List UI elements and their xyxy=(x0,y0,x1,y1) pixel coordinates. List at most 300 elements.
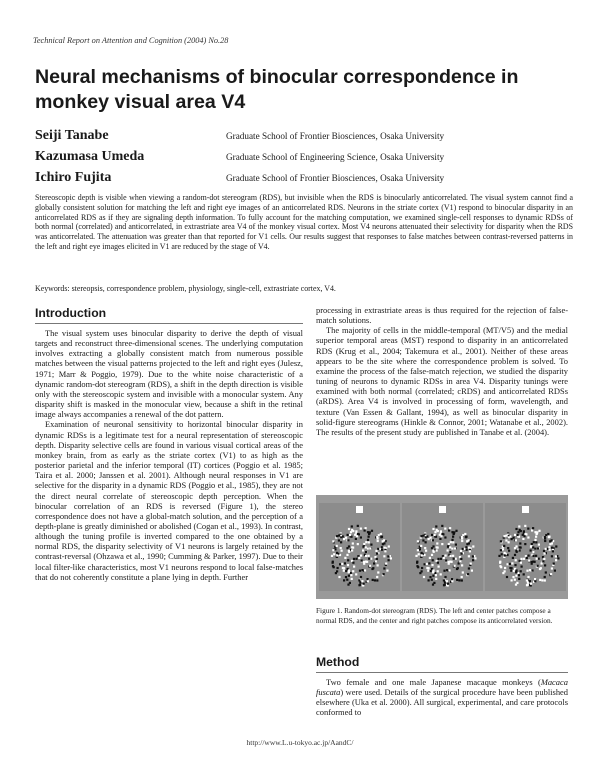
rds-dot xyxy=(430,570,432,572)
rds-dot xyxy=(523,573,525,575)
rds-dot xyxy=(550,573,552,575)
rds-dot xyxy=(530,546,532,548)
rds-dot xyxy=(353,558,355,560)
rds-dot xyxy=(370,544,372,546)
rds-dot xyxy=(466,549,468,551)
rds-dot xyxy=(440,573,442,575)
rds-dot xyxy=(421,552,423,554)
rds-dot xyxy=(542,560,544,562)
rds-dot xyxy=(348,528,350,530)
rds-dot xyxy=(530,583,532,585)
rds-dot xyxy=(461,564,463,566)
rds-dot xyxy=(504,567,506,569)
rds-dot xyxy=(508,550,510,552)
rds-dot xyxy=(373,562,375,564)
rds-dot xyxy=(376,579,378,581)
rds-dot xyxy=(383,573,385,575)
rds-dot xyxy=(536,558,538,560)
rds-dot xyxy=(369,547,371,549)
rds-dot xyxy=(461,553,463,555)
rds-dot xyxy=(531,543,533,545)
rds-dot xyxy=(517,534,519,536)
rds-dot xyxy=(431,564,433,566)
rds-dot xyxy=(472,559,474,561)
rds-dot xyxy=(346,579,348,581)
right-column xyxy=(316,305,568,437)
rds-dot xyxy=(460,550,462,552)
rds-dot xyxy=(332,549,334,551)
rds-dot xyxy=(499,562,501,564)
rds-dot xyxy=(498,555,500,557)
rds-dot xyxy=(356,535,358,537)
rds-dot xyxy=(361,580,363,582)
rds-dot xyxy=(533,541,535,543)
rds-dot xyxy=(342,567,344,569)
rds-dot xyxy=(449,527,451,529)
rds-dot xyxy=(545,534,547,536)
rds-dot xyxy=(345,537,347,539)
rds-dot xyxy=(383,567,385,569)
author-affiliation: Graduate School of Frontier Biosciences, Osaka University xyxy=(226,131,445,141)
rds-dot xyxy=(520,562,522,564)
rds-dot xyxy=(472,545,474,547)
rds-dot xyxy=(521,566,523,568)
rds-dot xyxy=(522,538,524,540)
rds-dot xyxy=(435,578,437,580)
rds-dot xyxy=(358,557,360,559)
rds-dot xyxy=(534,548,536,550)
rds-dot xyxy=(377,548,379,550)
method-text: ) were used. Details of the surgical procedure have been published elsewhere (Uka et al. 2000). All surgical, experimental, and care protocols conformed to xyxy=(316,687,568,718)
rds-dot xyxy=(372,579,374,581)
rds-dot xyxy=(380,533,382,535)
rds-dot xyxy=(434,534,436,536)
rds-dot xyxy=(454,547,456,549)
rds-dot xyxy=(367,539,369,541)
journal-line: Technical Report on Attention and Cognition (2004) No.28 xyxy=(33,36,229,45)
rds-dot xyxy=(380,536,382,538)
fixation-marker xyxy=(439,506,446,513)
rds-dot xyxy=(468,567,470,569)
rds-dot xyxy=(333,553,335,555)
rds-dot xyxy=(377,571,379,573)
rds-dot xyxy=(383,555,385,557)
rds-dot xyxy=(503,545,505,547)
rds-dot xyxy=(357,533,359,535)
rds-dot xyxy=(364,569,366,571)
rds-dot xyxy=(451,539,453,541)
rds-dot xyxy=(420,545,422,547)
rds-dot xyxy=(451,578,453,580)
rds-dot xyxy=(507,547,509,549)
rds-dot xyxy=(465,546,467,548)
rds-dot xyxy=(445,555,447,557)
rds-dot xyxy=(370,558,372,560)
rds-dot xyxy=(518,578,520,580)
rds-dot xyxy=(461,579,463,581)
rds-dot xyxy=(352,542,354,544)
rds-dot xyxy=(519,529,521,531)
rds-dot xyxy=(425,536,427,538)
rds-dot xyxy=(440,530,442,532)
rds-dot xyxy=(532,527,534,529)
rds-dot xyxy=(515,528,517,530)
rds-dot xyxy=(441,543,443,545)
rds-dot xyxy=(536,531,538,533)
species-name: Macaca fuscata xyxy=(316,677,568,698)
rds-dot xyxy=(368,558,370,560)
rds-dot xyxy=(351,578,353,580)
rds-dot xyxy=(368,555,370,557)
rds-dot xyxy=(535,541,537,543)
rds-dot xyxy=(432,550,434,552)
rds-dot xyxy=(350,531,352,533)
rds-dot xyxy=(513,570,515,572)
rds-dot xyxy=(468,547,470,549)
rds-dot xyxy=(548,536,550,538)
rds-dot xyxy=(454,565,456,567)
rds-dot xyxy=(526,570,528,572)
rds-dot xyxy=(452,541,454,543)
rds-dot xyxy=(545,548,547,550)
rds-dot xyxy=(555,555,557,557)
rds-dot xyxy=(345,570,347,572)
author-affiliation: Graduate School of Engineering Science, Osaka University xyxy=(226,152,445,162)
paper-title: Neural mechanisms of binocular correspondence in monkey visual area V4 xyxy=(35,66,519,113)
rds-dot xyxy=(554,570,556,572)
rds-dot xyxy=(428,579,430,581)
rds-dot xyxy=(335,572,337,574)
rds-dot xyxy=(429,576,431,578)
rds-dot xyxy=(383,542,385,544)
rds-dot xyxy=(341,550,343,552)
rds-left-patch xyxy=(319,503,400,591)
rds-dot xyxy=(359,581,361,583)
method-heading: Method xyxy=(316,655,360,669)
rds-dot xyxy=(456,579,458,581)
rds-dot xyxy=(544,564,546,566)
rds-dot xyxy=(534,580,536,582)
rds-dot xyxy=(365,541,367,543)
rds-dot xyxy=(551,547,553,549)
rds-dot xyxy=(517,531,519,533)
method-text: Two female and one male Japanese macaque monkeys ( xyxy=(326,677,541,687)
rds-dot xyxy=(512,557,514,559)
rds-dot xyxy=(503,535,505,537)
rds-dot xyxy=(364,529,366,531)
rds-dot xyxy=(349,582,351,584)
rds-dot xyxy=(468,539,470,541)
rds-dot xyxy=(514,564,516,566)
rds-dot xyxy=(518,574,520,576)
rds-dot xyxy=(431,579,433,581)
rds-dot xyxy=(376,553,378,555)
rds-dot xyxy=(361,560,363,562)
rds-dot xyxy=(512,576,514,578)
fixation-marker xyxy=(522,506,529,513)
rds-dot xyxy=(519,549,521,551)
figure-caption: Figure 1. Random-dot stereogram (RDS). The left and center patches compose a normal RDS, and the center and right patches compose its anticorrelated version. xyxy=(316,606,553,626)
method-paragraph xyxy=(316,677,568,718)
rds-dot xyxy=(367,548,369,550)
rds-dot xyxy=(383,539,385,541)
rds-dot xyxy=(369,565,371,567)
rds-dot xyxy=(532,546,534,548)
rds-dot xyxy=(544,536,546,538)
rds-dot xyxy=(507,563,509,565)
rds-dot xyxy=(355,538,357,540)
rds-dot xyxy=(447,546,449,548)
rds-dot xyxy=(458,579,460,581)
rds-dot xyxy=(509,567,511,569)
rds-dot xyxy=(432,545,434,547)
rds-dot xyxy=(425,550,427,552)
rds-dot xyxy=(547,533,549,535)
rds-dot xyxy=(352,562,354,564)
rds-dot xyxy=(455,530,457,532)
rds-dot xyxy=(426,563,428,565)
rds-dot xyxy=(424,563,426,565)
rds-dot xyxy=(539,579,541,581)
abstract: Stereoscopic depth is visible when viewing a random-dot stereogram (RDS), but invisible when the RDS is binocularly anticorrelated. The visual system cannot find a globally consistent solution for matching the left and right eye images of an anticorrelated RDS. Neurons in the striate cortex (V1) respond to binocular disparity in an anticorrelated RDS as if they are signaling depth information. To fully account for the matching computation, we examined single-cell responses to dynamic RDSs of both normal (correlated) and anticorrelated, in extrastriate area V4 of the monkey visual cortex. Most V4 neurons attenuated their selectivity for disparity when the RDS was anticorrelated. The attenuation was greater than that reported for V1 cells. Our results suggest that responses to false matches between contrast-reversed patterns in the left and right eye images elicited in V1 are reduced by the stage of V4. xyxy=(35,193,573,251)
rds-dot xyxy=(339,563,341,565)
rds-dot xyxy=(415,555,417,557)
rds-dot xyxy=(431,554,433,556)
rds-dot xyxy=(386,570,388,572)
rds-dot xyxy=(351,525,353,527)
rds-dot xyxy=(515,539,517,541)
rds-dot xyxy=(530,549,532,551)
figure-rds xyxy=(316,495,568,599)
rds-dot xyxy=(432,575,434,577)
rds-dot xyxy=(378,534,380,536)
rds-dot xyxy=(337,567,339,569)
rds-dot xyxy=(376,558,378,560)
rds-dot xyxy=(452,555,454,557)
rds-dot xyxy=(435,525,437,527)
rds-dot xyxy=(532,551,534,553)
rds-dot xyxy=(537,565,539,567)
rds-dot xyxy=(336,535,338,537)
rds-dot xyxy=(368,536,370,538)
rds-dot xyxy=(376,576,378,578)
rds-dot xyxy=(343,538,345,540)
rds-dot xyxy=(359,570,361,572)
rds-dot xyxy=(461,536,463,538)
rds-dot xyxy=(343,579,345,581)
rds-dot xyxy=(360,536,362,538)
rds-dot xyxy=(371,530,373,532)
rds-dot xyxy=(440,558,442,560)
rds-dot xyxy=(417,540,419,542)
rds-dot xyxy=(529,580,531,582)
rds-dot xyxy=(506,535,508,537)
rds-dot xyxy=(358,579,360,581)
rds-dot xyxy=(464,533,466,535)
rds-dot xyxy=(353,566,355,568)
rds-dot xyxy=(451,548,453,550)
rds-dot xyxy=(544,540,546,542)
rds-dot xyxy=(520,547,522,549)
rds-dot xyxy=(505,539,507,541)
rds-dot xyxy=(526,584,528,586)
section-rule xyxy=(35,323,303,324)
rds-dot xyxy=(417,549,419,551)
rds-dot xyxy=(460,558,462,560)
rds-dot xyxy=(524,543,526,545)
rds-dot xyxy=(472,555,474,557)
rds-dot xyxy=(502,572,504,574)
intro-continuation: processing in extrastriate areas is thus required for the rejection of false-match solutions. xyxy=(316,305,568,326)
rds-dot xyxy=(471,570,473,572)
rds-dot xyxy=(444,576,446,578)
rds-dot xyxy=(340,547,342,549)
rds-dot xyxy=(551,539,553,541)
left-column xyxy=(35,328,303,582)
rds-dot xyxy=(458,562,460,564)
rds-dot xyxy=(515,571,517,573)
rds-dot xyxy=(340,536,342,538)
rds-dot xyxy=(441,525,443,527)
rds-dot xyxy=(499,565,501,567)
rds-dot xyxy=(332,565,334,567)
rds-dot xyxy=(369,531,371,533)
rds-dot xyxy=(433,582,435,584)
rds-dot xyxy=(388,545,390,547)
rds-dot xyxy=(352,547,354,549)
rds-dot xyxy=(552,550,554,552)
rds-dot xyxy=(468,542,470,544)
rds-dot xyxy=(347,559,349,561)
rds-dot xyxy=(541,562,543,564)
rds-dot xyxy=(528,560,530,562)
rds-dot xyxy=(367,578,369,580)
rds-dot xyxy=(425,541,427,543)
rds-dot xyxy=(509,563,511,565)
rds-dot xyxy=(465,536,467,538)
rds-dot xyxy=(537,547,539,549)
rds-dot xyxy=(363,583,365,585)
rds-dot xyxy=(428,562,430,564)
rds-dot xyxy=(384,550,386,552)
rds-dot xyxy=(345,576,347,578)
rds-right-patch xyxy=(485,503,566,591)
rds-dot xyxy=(538,544,540,546)
rds-dot xyxy=(438,566,440,568)
rds-dot xyxy=(365,555,367,557)
rds-dot xyxy=(534,578,536,580)
section-rule xyxy=(316,672,568,673)
rds-dot xyxy=(338,535,340,537)
rds-dot xyxy=(447,583,449,585)
keywords: Keywords: stereopsis, correspondence problem, physiology, single-cell, extrastriate cortex, V4. xyxy=(35,284,336,293)
rds-dot xyxy=(523,558,525,560)
rds-dot xyxy=(419,572,421,574)
rds-dot xyxy=(553,563,555,565)
rds-dot xyxy=(448,561,450,563)
rds-dot xyxy=(360,528,362,530)
rds-dot xyxy=(514,554,516,556)
rds-dot xyxy=(348,575,350,577)
rds-dot xyxy=(426,567,428,569)
rds-dot xyxy=(519,542,521,544)
rds-dot xyxy=(461,576,463,578)
rds-dot xyxy=(376,536,378,538)
rds-dot xyxy=(508,536,510,538)
rds-dot xyxy=(351,529,353,531)
rds-dot xyxy=(448,529,450,531)
rds-dot xyxy=(355,558,357,560)
rds-dot xyxy=(448,569,450,571)
rds-dot xyxy=(523,530,525,532)
rds-dot xyxy=(384,547,386,549)
rds-dot xyxy=(349,534,351,536)
rds-dot xyxy=(421,567,423,569)
rds-dot xyxy=(527,576,529,578)
rds-dot xyxy=(449,546,451,548)
rds-dot xyxy=(344,562,346,564)
rds-dot xyxy=(360,576,362,578)
rds-dot xyxy=(423,576,425,578)
rds-dot xyxy=(368,541,370,543)
rds-dot xyxy=(450,541,452,543)
rds-dot xyxy=(531,569,533,571)
rds-dot xyxy=(527,536,529,538)
rds-dot xyxy=(336,545,338,547)
rds-dot xyxy=(436,549,438,551)
rds-dot xyxy=(527,581,529,583)
rds-dot xyxy=(444,528,446,530)
introduction-heading: Introduction xyxy=(35,306,107,320)
author-name: Seiji Tanabe xyxy=(35,128,109,143)
rds-dot xyxy=(500,549,502,551)
rds-dot xyxy=(443,584,445,586)
rds-dot xyxy=(526,579,528,581)
rds-dot xyxy=(461,540,463,542)
rds-dot xyxy=(377,564,379,566)
author-affiliation: Graduate School of Frontier Biosciences, Osaka University xyxy=(226,173,445,183)
intro-paragraph-text: The visual system uses binocular disparity to derive the depth of visual targets and reconstruct three-dimensional scenes. The underlying computation involves extracting a globally consistent match from numerous possible matches between the visual patterns projected to the left and right eyes (Julesz, 1971; Marr & Poggio, 1979). Due to the white noise characteristic of a dynamic random-dot stereogram (RDS), a shift in the depth direction is visible only with the stereoscopic system and invisible with a monocular system. Any disparity shift is masked in the monocular view, because a shift in the retinal image always accompanies a renewal of the dot pattern. xyxy=(35,328,303,420)
rds-dot xyxy=(336,554,338,556)
rds-dot xyxy=(388,559,390,561)
rds-dot xyxy=(455,558,457,560)
fixation-marker xyxy=(356,506,363,513)
rds-dot xyxy=(459,560,461,562)
rds-dot xyxy=(352,570,354,572)
rds-dot xyxy=(543,558,545,560)
rds-dot xyxy=(538,558,540,560)
rds-dot xyxy=(338,576,340,578)
rds-dot xyxy=(462,548,464,550)
rds-dot xyxy=(443,570,445,572)
rds-dot xyxy=(357,543,359,545)
rds-dot xyxy=(437,570,439,572)
rds-dot xyxy=(528,555,530,557)
rds-dot xyxy=(555,559,557,561)
rds-dot xyxy=(549,549,551,551)
rds-dot xyxy=(448,543,450,545)
rds-dot xyxy=(348,571,350,573)
rds-dot xyxy=(523,535,525,537)
rds-dot xyxy=(434,531,436,533)
rds-dot xyxy=(347,539,349,541)
rds-dot xyxy=(453,531,455,533)
rds-dot xyxy=(524,533,526,535)
rds-dot xyxy=(462,534,464,536)
rds-dot xyxy=(469,550,471,552)
rds-dot xyxy=(535,536,537,538)
rds-dot xyxy=(533,555,535,557)
